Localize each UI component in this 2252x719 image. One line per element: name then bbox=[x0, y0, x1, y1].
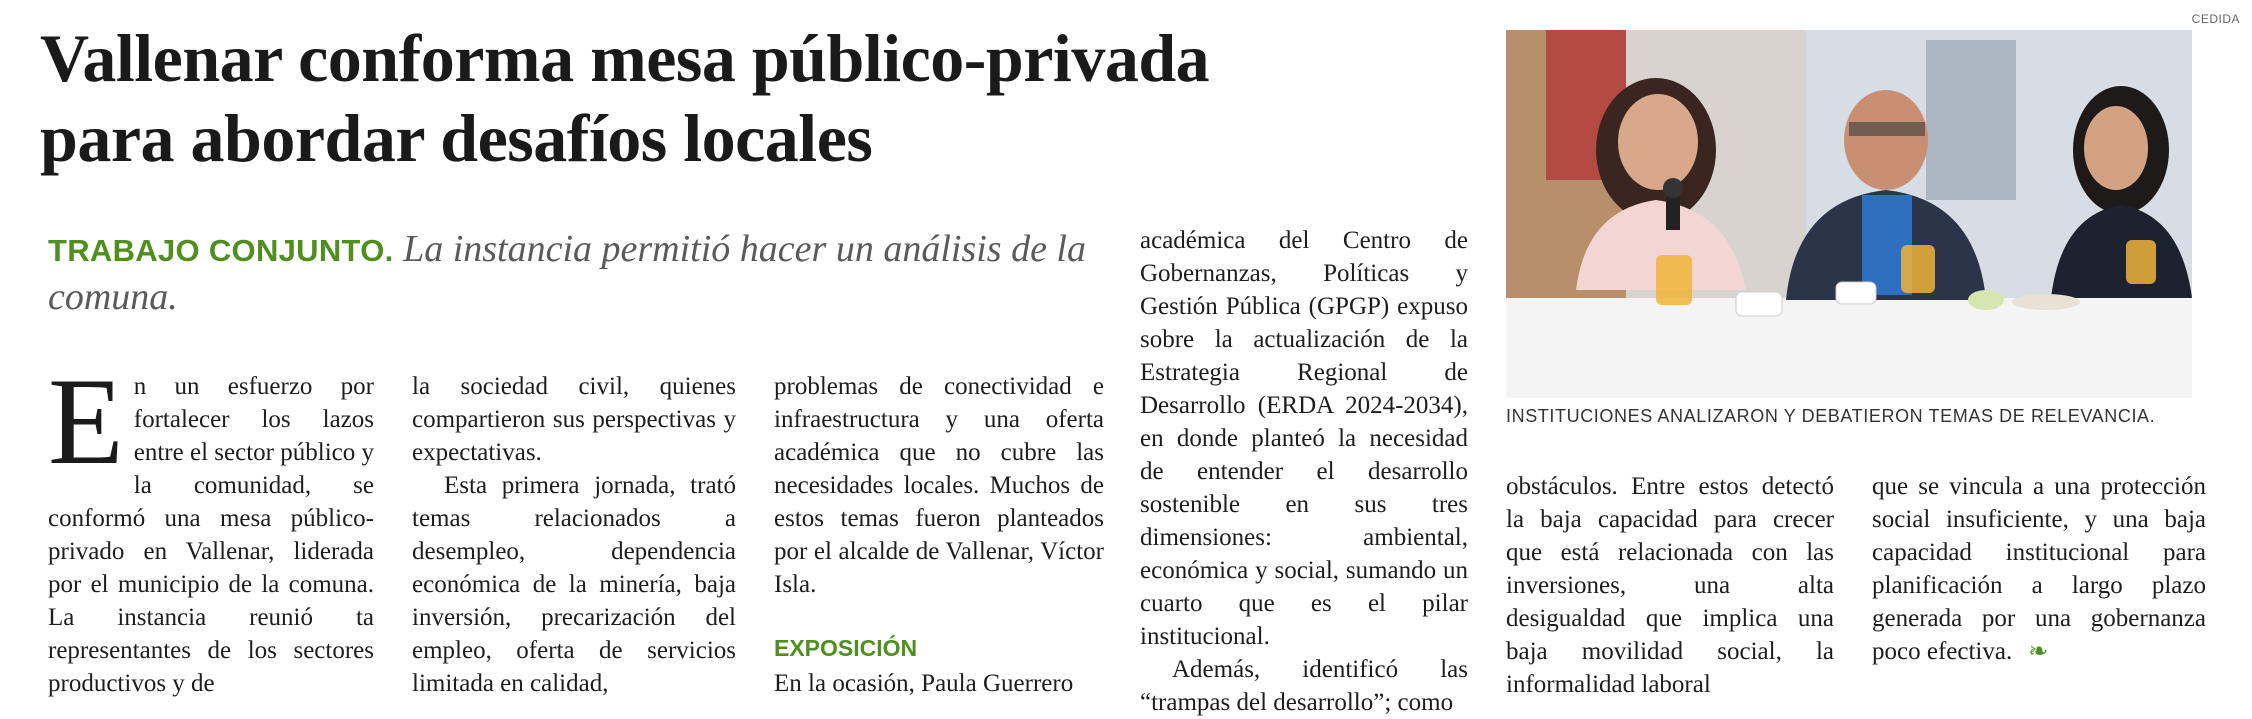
headline-line-2: para abordar desafíos locales bbox=[40, 100, 873, 176]
paragraph-4-end: que se vincula a una protección social insuficiente, y una baja capacidad institucional para planificación a largo plazo generada por una gobernanza poco efectiva. ❧ bbox=[1872, 470, 2206, 669]
end-mark-icon: ❧ bbox=[2028, 639, 2049, 665]
article-photo bbox=[1506, 30, 2192, 398]
paragraph-2: Esta primera jornada, trató temas relacionados a desempleo, dependencia económica de la minería, baja inversión, precarización del empleo, oferta de servicios limitada en calidad, bbox=[412, 472, 736, 697]
photo-caption: INSTITUCIONES ANALIZARON Y DEBATIERON TEMAS DE RELEVANCIA. bbox=[1506, 406, 2156, 426]
drop-cap: E bbox=[48, 353, 124, 490]
paragraph-1: En un esfuerzo por fortalecer los lazos entre el sector público y la comunidad, se conformó una mesa público-privado en Vallenar, liderada por el municipio de la comuna. La instancia reunió ta representantes de los sectores productivos y de bbox=[48, 353, 374, 697]
paragraph-2-continued: problemas de conectividad e infraestructura y una oferta académica que no cubre las necesidades locales. Muchos de estos temas fueron planteados por el alcalde de Vallenar, Víctor Isla. bbox=[774, 373, 1104, 598]
article-column-1 bbox=[48, 353, 374, 700]
headline-line-1: Vallenar conforma mesa público-privada bbox=[40, 20, 1210, 96]
article-column-6 bbox=[1872, 470, 2206, 669]
article-column-3 bbox=[774, 370, 1104, 700]
lead-deck bbox=[48, 226, 1108, 321]
photo-credit: CEDIDA bbox=[2191, 12, 2240, 26]
article-column-2 bbox=[412, 370, 736, 700]
article-headline bbox=[40, 18, 1480, 178]
paragraph-1-continued: la sociedad civil, quienes compartieron sus perspectivas y expectativas. bbox=[412, 373, 736, 466]
paragraph-3: En la ocasión, Paula Guerrero bbox=[774, 670, 1074, 697]
article-column-4 bbox=[1140, 224, 1468, 719]
paragraph-4: Además, identificó las “trampas del desarrollo”; como bbox=[1140, 656, 1468, 716]
article-column-5 bbox=[1506, 470, 1834, 701]
paragraph-4-continued: obstáculos. Entre estos detectó la baja capacidad para crecer que está relacionada con las inversiones, una alta desigualdad que implica una baja movilidad social, la informalidad laboral bbox=[1506, 473, 1834, 698]
meeting-photo-illustration bbox=[1506, 30, 2192, 398]
lead-kicker: TRABAJO CONJUNTO. bbox=[48, 233, 394, 268]
paragraph-3-continued: académica del Centro de Gobernanzas, Políticas y Gestión Pública (GPGP) expuso sobre la actualización de la Estrategia Regional de Desarrollo (ERDA 2024-2034), en donde planteó la necesidad de entender el desarrollo sostenible en sus tres dimensiones: ambiental, económica y social, sumando un cuarto que es el pilar institucional. bbox=[1140, 227, 1468, 650]
lead-deck-text: La instancia permitió hacer un análisis de la comuna. bbox=[48, 228, 1086, 318]
section-subhead: EXPOSICIÓN bbox=[774, 635, 918, 661]
